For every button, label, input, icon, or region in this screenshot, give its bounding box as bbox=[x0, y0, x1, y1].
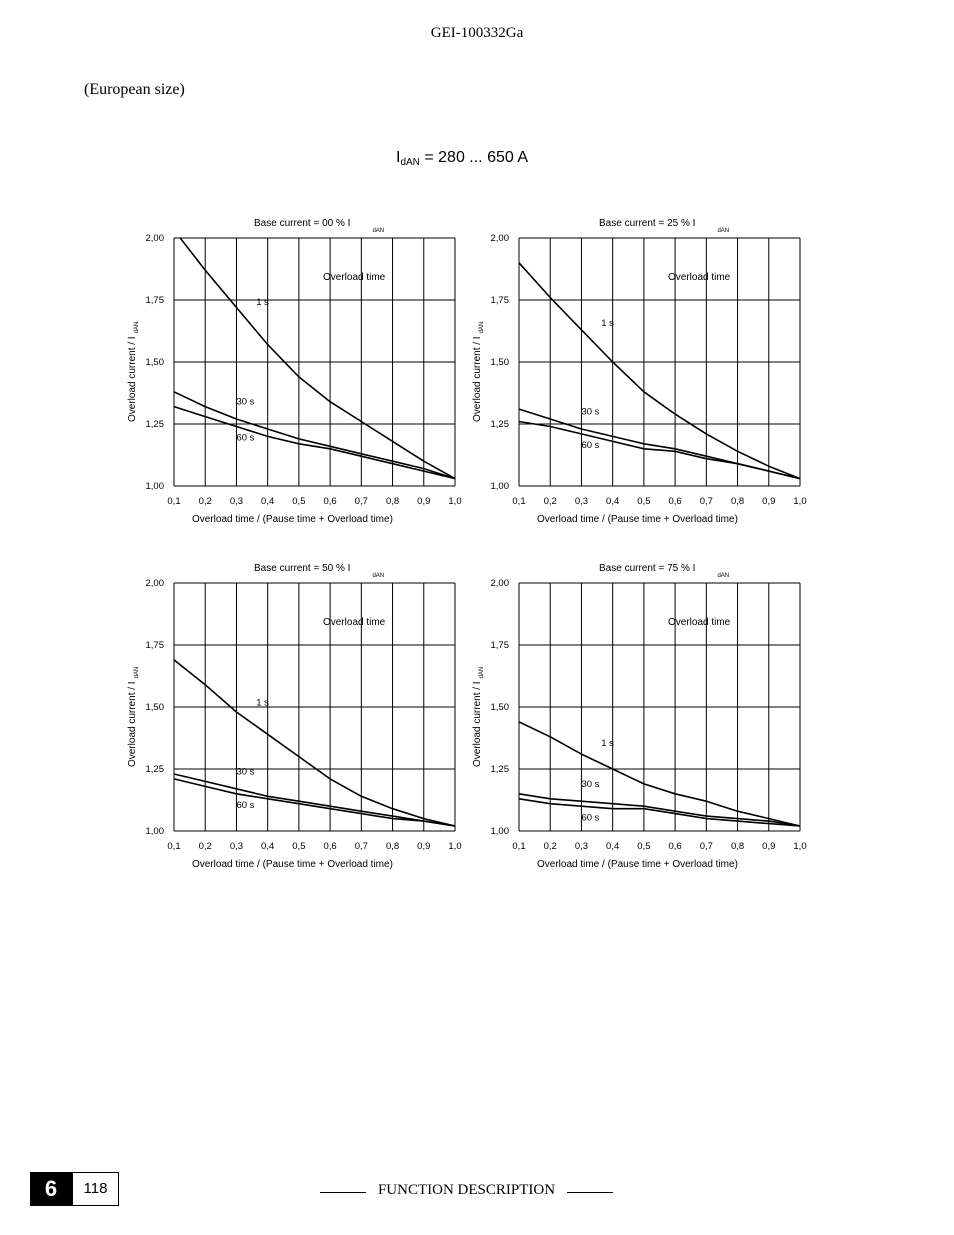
x-tick-label: 0,2 bbox=[198, 841, 212, 852]
x-tick-label: 0,5 bbox=[292, 496, 306, 507]
series-line-3 bbox=[519, 422, 800, 479]
x-tick-label: 0,9 bbox=[417, 496, 431, 507]
y-tick-label: 1,25 bbox=[490, 419, 509, 430]
series-line-2 bbox=[174, 392, 455, 479]
x-tick-label: 0,6 bbox=[668, 496, 682, 507]
x-tick-label: 0,1 bbox=[167, 496, 181, 507]
y-tick-label: 1,50 bbox=[490, 702, 509, 713]
y-axis-label-subscript: dAN bbox=[134, 321, 140, 334]
x-tick-label: 0,9 bbox=[762, 496, 776, 507]
x-tick-label: 0,9 bbox=[417, 841, 431, 852]
x-tick-label: 1,0 bbox=[448, 496, 462, 507]
chart-title-main: Base current = 75 % I bbox=[599, 563, 696, 574]
chapter-tab: 6 bbox=[30, 1172, 72, 1206]
x-tick-label: 0,7 bbox=[354, 841, 368, 852]
x-tick-label: 0,9 bbox=[762, 841, 776, 852]
grid bbox=[174, 238, 455, 486]
chart-title-main: Base current = 25 % I bbox=[599, 218, 696, 229]
overload-time-annotation: Overload time bbox=[668, 272, 731, 283]
x-tick-label: 0,5 bbox=[637, 496, 651, 507]
x-tick-label: 0,3 bbox=[574, 496, 589, 507]
y-axis-label bbox=[472, 667, 485, 767]
x-tick-label: 0,2 bbox=[543, 841, 557, 852]
x-tick-label: 0,3 bbox=[574, 841, 589, 852]
x-tick-label: 0,4 bbox=[261, 496, 275, 507]
x-tick-label: 0,2 bbox=[198, 496, 212, 507]
range-subscript: dAN bbox=[400, 157, 420, 168]
y-tick-label: 1,25 bbox=[145, 419, 164, 430]
y-tick-label: 1,00 bbox=[490, 481, 509, 492]
footer-rule-right bbox=[567, 1192, 613, 1193]
chart-title-main: Base current = 50 % I bbox=[254, 563, 351, 574]
grid bbox=[519, 583, 800, 831]
y-tick-label: 1,00 bbox=[145, 481, 164, 492]
y-tick-label: 1,75 bbox=[145, 640, 164, 651]
x-tick-label: 0,7 bbox=[699, 841, 713, 852]
x-tick-label: 0,6 bbox=[323, 841, 337, 852]
series-label-1: 1 s bbox=[601, 317, 614, 329]
series-label-3: 60 s bbox=[236, 799, 255, 811]
x-axis-label: Overload time / (Pause time + Overload time) bbox=[192, 859, 393, 870]
series-label-3: 60 s bbox=[236, 432, 255, 444]
overload-time-annotation: Overload time bbox=[323, 272, 386, 283]
series-label-2: 30 s bbox=[236, 396, 255, 408]
chart-title-subscript: dAN bbox=[372, 573, 385, 579]
x-tick-label: 0,4 bbox=[606, 841, 620, 852]
y-tick-label: 1,75 bbox=[490, 295, 509, 306]
x-tick-label: 0,6 bbox=[323, 496, 337, 507]
overload-time-annotation: Overload time bbox=[668, 617, 731, 628]
series-label-2: 30 s bbox=[581, 778, 600, 790]
overload-time-annotation: Overload time bbox=[323, 617, 386, 628]
chart-base-current-25 bbox=[465, 212, 825, 532]
chart-title-subscript: dAN bbox=[372, 228, 385, 234]
x-tick-label: 1,0 bbox=[793, 496, 807, 507]
chart-title-subscript: dAN bbox=[717, 573, 730, 579]
series-label-2: 30 s bbox=[236, 766, 255, 778]
grid bbox=[519, 238, 800, 486]
y-axis-label-main: Overload current / I bbox=[127, 681, 138, 767]
y-axis-label bbox=[472, 322, 485, 422]
footer-title-text: FUNCTION DESCRIPTION bbox=[377, 1182, 556, 1198]
x-axis-label: Overload time / (Pause time + Overload time) bbox=[192, 514, 393, 525]
footer-section-title bbox=[320, 1182, 613, 1202]
y-tick-label: 1,00 bbox=[490, 826, 509, 837]
x-tick-label: 0,4 bbox=[261, 841, 275, 852]
x-tick-label: 1,0 bbox=[448, 841, 462, 852]
page-number: 118 bbox=[72, 1172, 119, 1206]
x-tick-label: 0,8 bbox=[730, 496, 745, 507]
y-axis-label bbox=[127, 322, 140, 422]
y-axis-label-main: Overload current / I bbox=[127, 336, 138, 422]
grid bbox=[174, 583, 455, 831]
document-id: GEI-100332Ga bbox=[430, 25, 524, 41]
x-tick-label: 0,8 bbox=[730, 841, 745, 852]
y-axis-label-main: Overload current / I bbox=[472, 336, 483, 422]
y-tick-label: 2,00 bbox=[145, 578, 164, 589]
chart-title bbox=[599, 563, 729, 579]
chart-title bbox=[254, 218, 384, 234]
series-label-1: 1 s bbox=[601, 737, 614, 749]
series-line-3 bbox=[519, 799, 800, 826]
x-tick-label: 0,1 bbox=[512, 496, 526, 507]
current-range-heading bbox=[396, 149, 528, 168]
y-tick-label: 2,00 bbox=[490, 233, 509, 244]
x-tick-label: 0,8 bbox=[385, 496, 400, 507]
y-tick-label: 1,50 bbox=[145, 357, 164, 368]
footer-rule-left bbox=[320, 1192, 366, 1193]
y-tick-label: 1,75 bbox=[145, 295, 164, 306]
x-tick-label: 0,7 bbox=[354, 496, 368, 507]
x-tick-label: 0,4 bbox=[606, 496, 620, 507]
y-tick-label: 1,50 bbox=[145, 702, 164, 713]
chart-title bbox=[599, 218, 729, 234]
chart-title-subscript: dAN bbox=[717, 228, 730, 234]
x-tick-label: 0,5 bbox=[637, 841, 651, 852]
series-line-2 bbox=[519, 794, 800, 826]
x-tick-label: 0,1 bbox=[167, 841, 181, 852]
y-tick-label: 1,50 bbox=[490, 357, 509, 368]
y-tick-label: 1,25 bbox=[490, 764, 509, 775]
x-tick-label: 0,6 bbox=[668, 841, 682, 852]
y-tick-label: 1,75 bbox=[490, 640, 509, 651]
x-axis-label: Overload time / (Pause time + Overload time) bbox=[537, 859, 738, 870]
chart-base-current-00 bbox=[120, 212, 480, 532]
y-axis-label-subscript: dAN bbox=[134, 666, 140, 679]
page-subtitle: (European size) bbox=[84, 81, 185, 98]
range-prefix: I bbox=[396, 149, 401, 166]
x-tick-label: 0,1 bbox=[512, 841, 526, 852]
series-line-1 bbox=[174, 660, 455, 826]
series-line-1 bbox=[180, 238, 455, 479]
x-tick-label: 0,3 bbox=[229, 841, 244, 852]
range-text: = 280 ... 650 A bbox=[419, 149, 528, 166]
x-axis-label: Overload time / (Pause time + Overload time) bbox=[537, 514, 738, 525]
series-label-1: 1 s bbox=[256, 296, 269, 308]
x-tick-label: 0,5 bbox=[292, 841, 306, 852]
x-tick-label: 0,3 bbox=[229, 496, 244, 507]
chart-base-current-75 bbox=[465, 557, 825, 877]
y-tick-label: 2,00 bbox=[145, 233, 164, 244]
y-axis-label-subscript: dAN bbox=[479, 666, 485, 679]
y-tick-label: 2,00 bbox=[490, 578, 509, 589]
x-tick-label: 0,2 bbox=[543, 496, 557, 507]
y-tick-label: 1,25 bbox=[145, 764, 164, 775]
chart-title-main: Base current = 00 % I bbox=[254, 218, 351, 229]
chart-title bbox=[254, 563, 384, 579]
y-axis-label-subscript: dAN bbox=[479, 321, 485, 334]
series-label-3: 60 s bbox=[581, 440, 600, 452]
x-tick-label: 0,8 bbox=[385, 841, 400, 852]
y-axis-label-main: Overload current / I bbox=[472, 681, 483, 767]
series-line-2 bbox=[174, 774, 455, 826]
series-label-2: 30 s bbox=[581, 406, 600, 418]
y-axis-label bbox=[127, 667, 140, 767]
x-tick-label: 1,0 bbox=[793, 841, 807, 852]
x-tick-label: 0,7 bbox=[699, 496, 713, 507]
series-label-3: 60 s bbox=[581, 812, 600, 824]
y-tick-label: 1,00 bbox=[145, 826, 164, 837]
series-label-1: 1 s bbox=[256, 697, 269, 709]
chart-base-current-50 bbox=[120, 557, 480, 877]
